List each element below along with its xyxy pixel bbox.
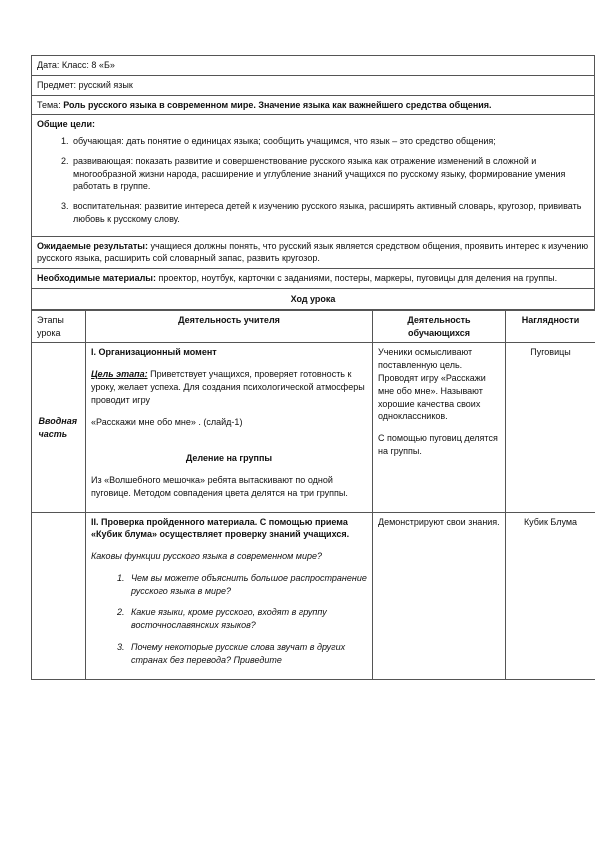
goal-item: 2. развивающая: показать развитие и совершенствование русского языка как отражение изменений в сложной и многообразной жизни народа, расширение и углубление знаний учащихся по русскому языку, формирование умения работать в группе. <box>71 155 589 193</box>
table-row <box>32 512 595 679</box>
question-item: 2. Какие языки, кроме русского, входят в группу восточнославянских языков? <box>127 606 367 632</box>
teacher-cell <box>86 343 373 512</box>
lesson-heading: Ход урока <box>31 289 595 310</box>
column-header-visuals: Наглядности <box>506 310 595 343</box>
topic-row <box>31 96 595 116</box>
students-cell <box>373 343 506 512</box>
goal-text: Приветствует учащихся, проверяет готовность к уроку, желает успеха. Для создания психологической атмосферы проводит игру <box>91 369 365 405</box>
topic-label: Тема: <box>37 99 64 110</box>
visual-cell: Кубик Блума <box>506 512 595 679</box>
column-header-stage: Этапы урока <box>32 310 86 343</box>
date-class-row <box>31 55 595 76</box>
goal-item: 1. обучающая: дать понятие о единицах языка; сообщить учащимся, что язык – это средство общения; <box>71 135 589 148</box>
teacher-cell <box>86 512 373 679</box>
visual-cell: Пуговицы <box>506 343 595 512</box>
goal-item: 3. воспитательная: развитие интереса детей к изучению русского языка, расширять активный словарь, кругозор, прививать любовь к русскому слову. <box>71 200 589 226</box>
results-section <box>31 237 595 270</box>
students-text-2: С помощью пуговиц делятся на группы. <box>378 433 498 456</box>
question-list <box>91 572 367 667</box>
division-text: Из «Волшебного мешочка» ребята вытаскивают по одной пуговице. Методом совпадения цвета делятся на три группы. <box>91 475 348 498</box>
students-text-1: Ученики осмысливают поставленную цель. Проводят игру «Расскажи мне обо мне». Называют хорошие качества своих одноклассников. <box>378 347 486 422</box>
table-header-row <box>32 310 595 343</box>
results-text: учащиеся должны понять, что русский язык является средством общения, проявить интерес к изучению русского языка, расширить сой словарный запас, развить кругозор. <box>37 240 589 264</box>
students-cell: Демонстрируют свои знания. <box>373 512 506 679</box>
section-title: I. Организационный момент <box>91 347 217 358</box>
question-main: Каковы функции русского языка в современном мире? <box>91 551 322 562</box>
lesson-table <box>31 310 595 680</box>
materials-section <box>31 269 595 289</box>
goals-heading: Общие цели: <box>37 119 95 130</box>
goal-paragraph <box>91 368 367 406</box>
goals-section <box>31 115 595 236</box>
table-row <box>32 343 595 512</box>
column-header-students: Деятельность обучающихся <box>373 310 506 343</box>
materials-text: проектор, ноутбук, карточки с заданиями, постеры, маркеры, пуговицы для деления на группы. <box>156 273 558 284</box>
subheading: Деление на группы <box>185 453 273 464</box>
stage-cell-empty <box>32 512 86 679</box>
question-item: 3. Почему некоторые русские слова звучат в других странах без перевода? Приведите <box>127 641 367 667</box>
subject-text: Предмет: русский язык <box>37 79 133 90</box>
materials-label: Необходимые материалы: <box>37 273 156 284</box>
game-text: «Расскажи мне обо мне» . (слайд-1) <box>91 416 243 427</box>
section-title: II. Проверка пройденного материала. С помощью приема «Кубик блума» осуществляет проверку знаний учащихся. <box>91 516 350 540</box>
column-header-teacher: Деятельность учителя <box>86 310 373 343</box>
goals-list <box>37 135 589 226</box>
results-label: Ожидаемые результаты: <box>37 240 148 251</box>
stage-cell <box>32 343 86 512</box>
question-item: 1. Чем вы можете объяснить большое распространение русского языка в мире? <box>127 572 367 598</box>
stage-label: Вводная часть <box>38 415 78 439</box>
date-class-text: Дата: Класс: 8 «Б» <box>37 60 115 70</box>
subject-row <box>31 76 595 96</box>
lesson-plan-document <box>31 55 595 680</box>
topic-value: Роль русского языка в современном мире. Значение языка как важнейшего средства общения. <box>63 99 492 110</box>
goal-label: Цель этапа: <box>91 369 148 380</box>
